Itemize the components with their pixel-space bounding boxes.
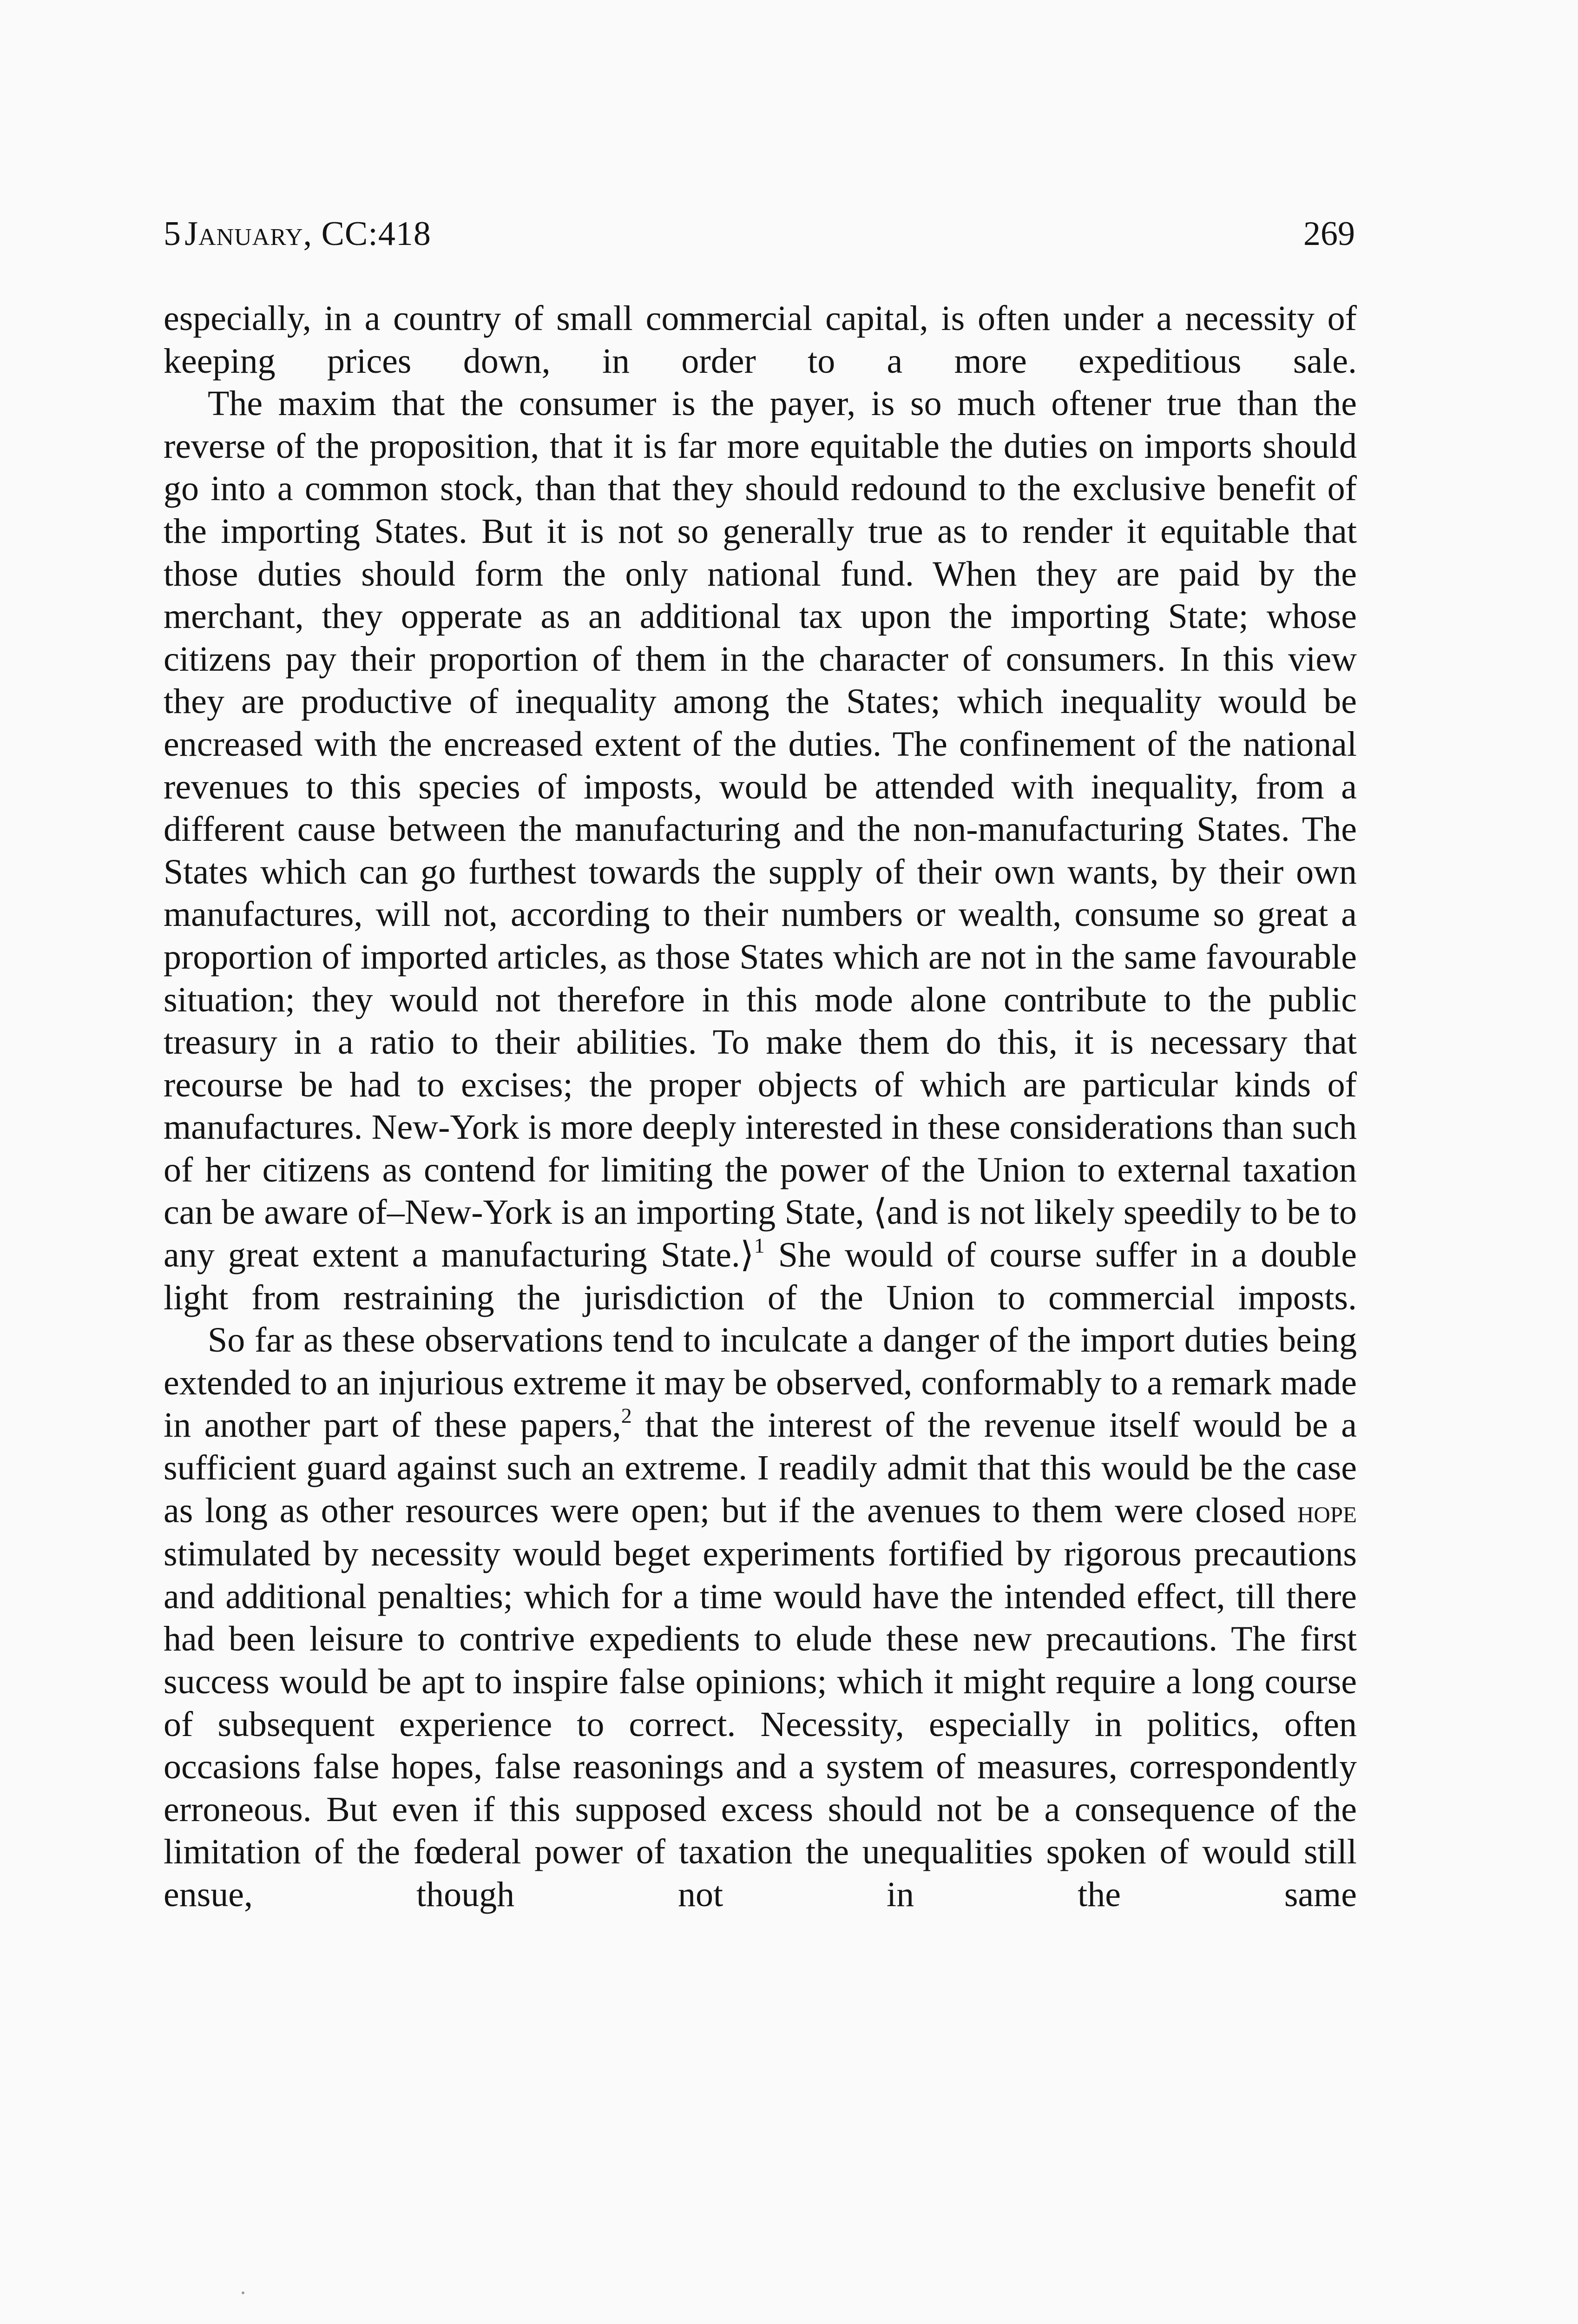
footnote-marker-1: 1	[754, 1234, 765, 1258]
paragraph-1-text: especially, in a country of small commercial capital, is often under a necessity of keeping prices down, in order to a more expeditious sale.	[164, 299, 1357, 381]
paragraph-3-text-c: stimulated by necessity would beget experiments fortified by rigorous precautions and additional penalties; which for a time would have the intended effect, till there had been leisure to contrive expedients to elude these new precautions. The first success would be apt to inspire false opinions; which it might require a long course of subsequent experience to correct. Necessity, especially in politics, often occasions false hopes, false reasonings and a system of measures, correspondently erroneous. But even if this supposed excess should not be a consequence of the limitation of the fœderal power of taxation the unequalities spoken of would still ensue, though not in the same	[164, 1534, 1357, 1914]
date-month: January	[184, 215, 303, 253]
paragraph-1	[164, 297, 1357, 383]
document-reference: , CC:418	[303, 215, 431, 253]
paragraph-3	[164, 1319, 1357, 1916]
date-day: 5	[164, 215, 181, 253]
paragraph-2-text-a: The maxim that the consumer is the payer, is so much oftener true than the reverse of the proposition, that it is far more equitable the duties on imports should go into a common stock, than that they should redound to the exclusive benefit of the importing States. But it is not so generally true as to render it equitable that those duties should form the only national fund. When they are paid by the merchant, they opperate as an additional tax upon the importing State; whose citizens pay their proportion of them in the character of consumers. In this view they are productive of inequality among the States; which inequality would be encreased with the encreased extent of the duties. The confinement of the national revenues to this species of imposts, would be attended with inequality, from a different cause between the manufacturing and the non-manufacturing States. The States which can go furthest towards the supply of their own wants, by their own manufactures, will not, according to their numbers or wealth, consume so great a proportion of imported articles, as those States which are not in the same favourable situation; they would not therefore in this mode alone contribute to the public treasury in a ratio to their abilities. To make them do this, it is necessary that recourse be had to excises; the proper objects of which are particular kinds of manufactures. New-York is more deeply interested in these considerations than such of her citizens as contend for limiting the power of the Union to external taxation can be aware of–New-York is an importing State, ⟨and is not likely speedily to be to any great extent a manufacturing State.⟩	[164, 384, 1357, 1275]
running-head	[164, 208, 1357, 259]
running-head-date	[164, 208, 431, 259]
body-text	[164, 297, 1357, 1916]
paragraph-2	[164, 383, 1357, 1319]
paragraph-2-text-b: She would of course suffer in a double light from restraining the jurisdiction of the Union to commercial imposts.	[164, 1235, 1357, 1317]
small-caps-word: hope	[1297, 1493, 1357, 1530]
footnote-marker-2: 2	[621, 1404, 632, 1428]
paragraph-3-text-b: that the interest of the revenue itself would be a sufficient guard against such an extreme. I readily admit that this would be the case as long as other resources were open; but if the avenues to them were closed	[164, 1406, 1357, 1530]
paragraph-3-text-a: So far as these observations tend to inculcate a danger of the import duties being extended to an injurious extreme it may be observed, conformably to a remark made in another part of these papers,	[164, 1320, 1357, 1445]
page-number: 269	[1303, 215, 1355, 253]
page-speck	[242, 2291, 244, 2294]
